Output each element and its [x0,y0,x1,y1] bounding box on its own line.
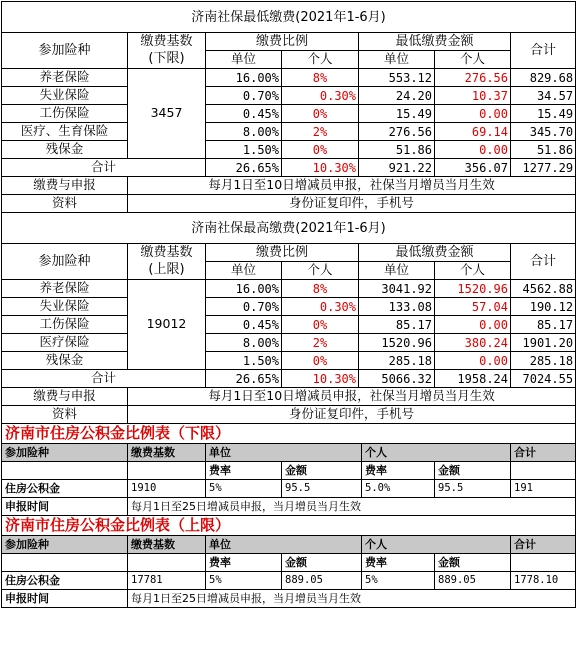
table-row [2,105,576,123]
unit-amount: 51.86 [359,141,435,159]
fund-total: 1778.10 [511,572,576,590]
sum-unit-amount: 5066.32 [359,370,435,388]
sum-unit-rate: 26.65% [206,370,282,388]
table-title: 济南社保最低缴费(2021年1-6月) [2,2,576,33]
unit-rate: 16.00% [206,69,282,87]
header-base: 缴费基数 [128,444,206,462]
person-amount: 95.5 [435,480,511,498]
docs-text: 身份证复印件，手机号 [128,406,576,424]
table-row [2,123,576,141]
table-row [2,572,576,590]
header-insurance: 参加险种 [2,33,128,69]
fund-name: 住房公积金 [2,572,128,590]
header-total: 合计 [511,444,576,462]
min-social-insurance-table [1,1,576,213]
person-amount: 10.37 [435,87,511,105]
report-text: 每月1日至10日增减员申报，社保当月增员当月生效 [128,177,576,195]
person-rate: 2% [282,334,359,352]
sum-person-amount: 1958.24 [435,370,511,388]
unit-amount: 133.08 [359,298,435,316]
housing-fund-title: 济南市住房公积金比例表（下限） [2,423,576,444]
base-value: 3457 [128,69,206,159]
unit-rate: 16.00% [206,280,282,298]
header-rate: 费率 [206,554,282,572]
sum-row [2,159,576,177]
header-unit: 单位 [359,262,435,280]
person-rate: 8% [282,280,359,298]
header-amount: 最低缴费金额 [359,244,511,262]
insurance-name: 工伤保险 [2,316,128,334]
header-amount: 金额 [435,462,511,480]
header-base: 缴费基数 (上限) [128,244,206,280]
person-amount: 1520.96 [435,280,511,298]
unit-rate: 5% [206,572,282,590]
person-amount: 0.00 [435,316,511,334]
time-label: 申报时间 [2,498,128,516]
unit-amount: 15.49 [359,105,435,123]
header-amount: 金额 [435,554,511,572]
unit-amount: 889.05 [282,572,362,590]
time-text: 每月1日至25日增减员申报，当月增员当月生效 [128,590,576,608]
insurance-name: 残保金 [2,141,128,159]
person-rate: 0.30% [282,298,359,316]
time-text: 每月1日至25日增减员申报，当月增员当月生效 [128,498,576,516]
unit-rate: 1.50% [206,352,282,370]
row-total: 829.68 [511,69,576,87]
header-base: 缴费基数 [128,536,206,554]
unit-rate: 0.45% [206,316,282,334]
header-unit: 单位 [206,262,282,280]
header-total: 合计 [511,244,576,280]
header-person: 个人 [435,262,511,280]
insurance-name: 养老保险 [2,280,128,298]
row-total: 34.57 [511,87,576,105]
table-row [2,480,576,498]
insurance-name: 养老保险 [2,69,128,87]
person-amount: 0.00 [435,105,511,123]
unit-rate: 1.50% [206,141,282,159]
unit-amount: 285.18 [359,352,435,370]
header-base: 缴费基数 (下限) [128,33,206,69]
row-total: 1901.20 [511,334,576,352]
sum-total: 7024.55 [511,370,576,388]
row-total: 4562.88 [511,280,576,298]
unit-rate: 0.70% [206,87,282,105]
report-text: 每月1日至10日增减员申报，社保当月增员当月生效 [128,388,576,406]
unit-amount: 3041.92 [359,280,435,298]
table-row [2,69,576,87]
person-rate: 0% [282,141,359,159]
header-unit: 单位 [359,51,435,69]
fund-base: 17781 [128,572,206,590]
spreadsheet [1,1,575,651]
header-rate: 费率 [206,462,282,480]
report-label: 缴费与申报 [2,388,128,406]
person-rate: 8% [282,69,359,87]
insurance-name: 医疗保险 [2,334,128,352]
table-title: 济南社保最高缴费(2021年1-6月) [2,213,576,244]
person-amount: 57.04 [435,298,511,316]
row-total: 345.70 [511,123,576,141]
row-total: 15.49 [511,105,576,123]
unit-amount: 95.5 [282,480,362,498]
person-rate: 5% [362,572,435,590]
insurance-name: 失业保险 [2,298,128,316]
unit-amount: 553.12 [359,69,435,87]
header-person: 个人 [282,51,359,69]
header-total: 合计 [511,536,576,554]
sum-person-rate: 10.30% [282,159,359,177]
header-person: 个人 [282,262,359,280]
sum-unit-rate: 26.65% [206,159,282,177]
header-person: 个人 [362,444,511,462]
sum-person-amount: 356.07 [435,159,511,177]
table-row [2,352,576,370]
sum-total: 1277.29 [511,159,576,177]
insurance-name: 残保金 [2,352,128,370]
unit-amount: 85.17 [359,316,435,334]
header-rate: 费率 [362,462,435,480]
report-label: 缴费与申报 [2,177,128,195]
header-amount: 金额 [282,462,362,480]
header-insurance: 参加险种 [2,444,128,462]
docs-text: 身份证复印件，手机号 [128,195,576,213]
header-unit: 单位 [206,536,362,554]
header-insurance: 参加险种 [2,244,128,280]
unit-rate: 5% [206,480,282,498]
table-row [2,298,576,316]
person-amount: 889.05 [435,572,511,590]
sum-row [2,370,576,388]
header-person: 个人 [362,536,511,554]
docs-label: 资料 [2,406,128,424]
docs-label: 资料 [2,195,128,213]
table-row [2,316,576,334]
person-rate: 0% [282,352,359,370]
header-insurance: 参加险种 [2,536,128,554]
fund-base: 1910 [128,480,206,498]
row-total: 285.18 [511,352,576,370]
header-total: 合计 [511,33,576,69]
unit-rate: 0.45% [206,105,282,123]
person-rate: 0.30% [282,87,359,105]
person-amount: 380.24 [435,334,511,352]
max-social-insurance-table [1,212,576,424]
header-amount: 金额 [282,554,362,572]
unit-rate: 8.00% [206,123,282,141]
fund-total: 191 [511,480,576,498]
table-row [2,280,576,298]
sum-unit-amount: 921.22 [359,159,435,177]
fund-name: 住房公积金 [2,480,128,498]
unit-amount: 1520.96 [359,334,435,352]
insurance-name: 医疗、生育保险 [2,123,128,141]
row-total: 190.12 [511,298,576,316]
header-unit: 单位 [206,444,362,462]
insurance-name: 工伤保险 [2,105,128,123]
person-rate: 2% [282,123,359,141]
table-row [2,87,576,105]
header-unit: 单位 [206,51,282,69]
unit-rate: 0.70% [206,298,282,316]
housing-fund-high-table [1,515,576,608]
housing-fund-title: 济南市住房公积金比例表（上限） [2,515,576,536]
header-ratio: 缴费比例 [206,244,359,262]
person-rate: 5.0% [362,480,435,498]
sum-label: 合计 [2,370,206,388]
insurance-name: 失业保险 [2,87,128,105]
person-amount: 276.56 [435,69,511,87]
header-rate: 费率 [362,554,435,572]
unit-amount: 276.56 [359,123,435,141]
header-amount: 最低缴费金额 [359,33,511,51]
time-label: 申报时间 [2,590,128,608]
unit-amount: 24.20 [359,87,435,105]
sum-person-rate: 10.30% [282,370,359,388]
table-row [2,141,576,159]
person-amount: 0.00 [435,141,511,159]
row-total: 51.86 [511,141,576,159]
table-row [2,334,576,352]
person-amount: 69.14 [435,123,511,141]
person-rate: 0% [282,105,359,123]
base-value: 19012 [128,280,206,370]
row-total: 85.17 [511,316,576,334]
housing-fund-low-table [1,423,576,516]
sum-label: 合计 [2,159,206,177]
header-ratio: 缴费比例 [206,33,359,51]
header-person: 个人 [435,51,511,69]
person-rate: 0% [282,316,359,334]
person-amount: 0.00 [435,352,511,370]
unit-rate: 8.00% [206,334,282,352]
